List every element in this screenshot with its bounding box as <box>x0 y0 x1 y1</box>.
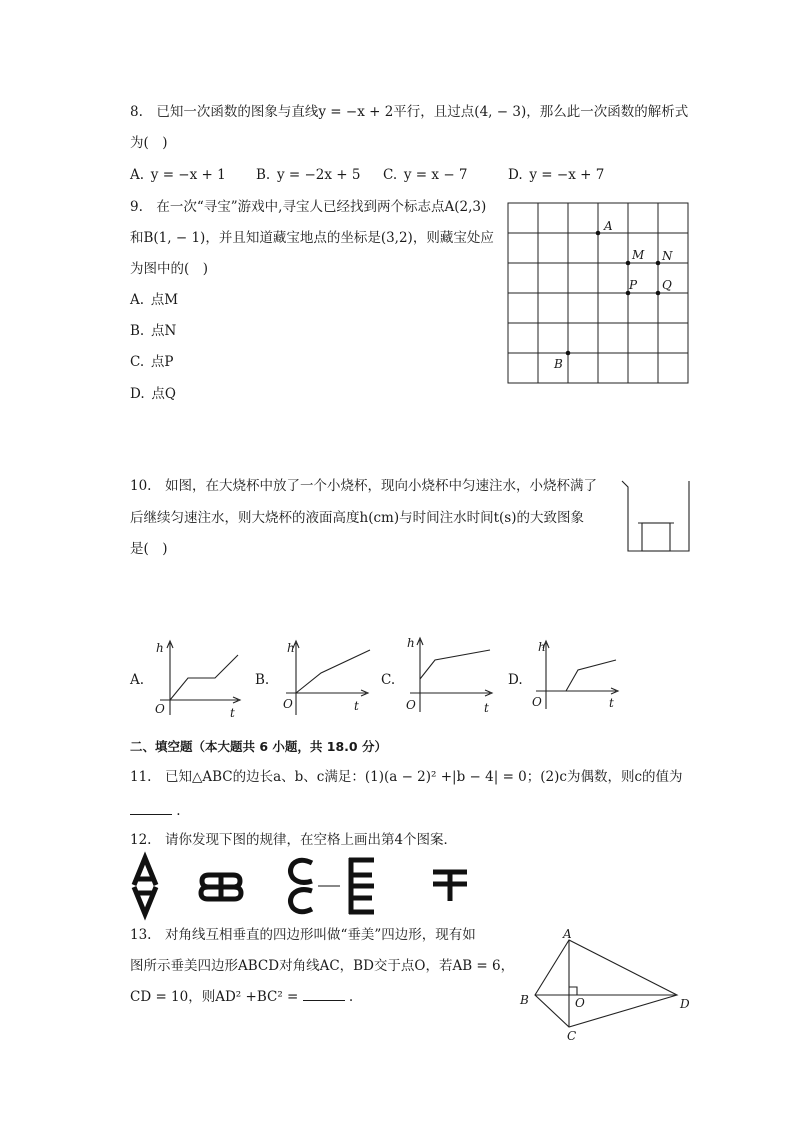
label-d: D <box>680 997 690 1011</box>
pattern-6-shape <box>433 872 467 901</box>
q9-option-c: C. 点P <box>130 354 174 370</box>
axis-h-label: h <box>287 641 295 655</box>
q10-option-b-label: B. <box>255 672 270 688</box>
q8-text-line1: 8. 已知一次函数的图象与直线y = −x + 2平行，且过点(4, − 3)，那么此一次函数的解析式 <box>130 104 689 120</box>
q8-text-line2: 为( ) <box>130 135 168 151</box>
q11-text-line1: 11. 已知△ABC的边长a、b、c满足：(1)(a − 2)² +|b − 4| = 0；(2)c为偶数，则c的值为 <box>130 769 683 785</box>
q9-text-line3: 为图中的( ) <box>130 261 209 277</box>
q11-answer-line: . <box>130 802 181 820</box>
q13-text-line3: CD = 10，则AD² +BC² = . <box>130 989 354 1005</box>
axis-t-label: t <box>484 701 489 715</box>
axis-h-label: h <box>407 636 415 650</box>
pattern-2-shape <box>201 873 241 901</box>
q12-pattern-figure <box>130 855 475 917</box>
q10-graph-a <box>150 635 250 720</box>
pattern-1-shape <box>134 858 156 914</box>
origin-label: O <box>155 702 165 716</box>
label-b: B <box>554 357 563 371</box>
label-c: C <box>567 1029 577 1043</box>
label-a: A <box>563 927 572 941</box>
point-a-dot <box>596 231 601 236</box>
origin-label: O <box>532 695 542 709</box>
q10-graph-c <box>402 632 502 717</box>
origin-label: O <box>283 697 293 711</box>
point-m-dot <box>626 261 631 266</box>
q10-text-line3: 是( ) <box>130 541 168 557</box>
point-n-dot <box>656 261 661 266</box>
q8-option-d: D. y = −x + 7 <box>508 167 605 183</box>
q11-blank[interactable] <box>130 802 172 815</box>
q12-text-line1: 12. 请你发现下图的规律，在空格上画出第4个图案． <box>130 832 458 848</box>
q8-option-c: C. y = x − 7 <box>383 167 468 183</box>
q10-graph-b <box>278 635 378 720</box>
section2-title: 二、填空题（本大题共 6 小题，共 18.0 分） <box>130 739 387 754</box>
q10-text-line1: 10. 如图，在大烧杯中放了一个小烧杯，现向小烧杯中匀速注水，小烧杯满了 <box>130 478 597 494</box>
pattern-5-shape <box>349 858 374 914</box>
label-b: B <box>520 993 529 1007</box>
label-n: N <box>662 249 673 263</box>
q9-grid-figure <box>508 203 688 383</box>
q10-option-a-label: A. <box>130 672 145 688</box>
point-b-dot <box>566 351 571 356</box>
axis-t-label: t <box>354 699 359 713</box>
label-m: M <box>632 248 645 262</box>
q10-option-d-label: D. <box>508 672 523 688</box>
q9-option-b: B. 点N <box>130 323 177 339</box>
pattern-3-shape <box>291 860 313 912</box>
q13-text-line1: 13. 对角线互相垂直的四边形叫做“垂美”四边形，现有如 <box>130 927 476 943</box>
q9-text-line2: 和B(1, − 1)，并且知道藏宝地点的坐标是(3,2)，则藏宝处应 <box>130 230 494 246</box>
axis-t-label: t <box>230 706 235 720</box>
q10-text-line2: 后继续匀速注水，则大烧杯的液面高度h(cm)与时间注水时间t(s)的大致图象 <box>130 510 584 526</box>
q9-option-d: D. 点Q <box>130 386 176 402</box>
origin-label: O <box>406 698 416 712</box>
q8-option-b: B. y = −2x + 5 <box>256 167 361 183</box>
label-p: P <box>629 278 638 292</box>
label-a: A <box>604 219 613 233</box>
q10-option-c-label: C. <box>381 672 396 688</box>
point-q-dot <box>656 291 661 296</box>
q10-graph-d <box>528 635 628 720</box>
q9-option-a: A. 点M <box>130 292 179 308</box>
q13-text-line2: 图所示垂美四边形ABCD对角线AC，BD交于点O，若AB = 6， <box>130 958 515 974</box>
beaker-figure <box>618 479 692 554</box>
axis-t-label: t <box>609 696 614 710</box>
axis-h-label: h <box>538 640 546 654</box>
label-o: O <box>575 996 585 1010</box>
q8-option-a: A. y = −x + 1 <box>130 167 226 183</box>
q13-quadrilateral-figure <box>515 925 700 1045</box>
label-q: Q <box>662 278 672 292</box>
q9-text-line1: 9. 在一次“寻宝”游戏中,寻宝人已经找到两个标志点A(2,3) <box>130 199 487 215</box>
q13-blank[interactable] <box>303 988 345 1001</box>
axis-h-label: h <box>156 641 164 655</box>
